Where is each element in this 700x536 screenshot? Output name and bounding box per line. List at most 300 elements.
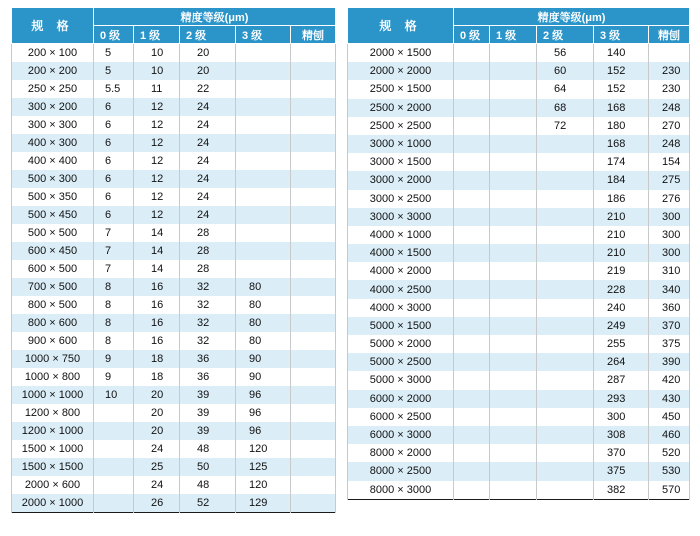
size-header: 规 格 bbox=[348, 8, 454, 44]
grade-2-cell: 28 bbox=[180, 224, 236, 242]
grade-1-cell bbox=[490, 280, 537, 298]
table-row bbox=[348, 99, 690, 117]
size-cell: 3000 × 2000 bbox=[348, 171, 454, 189]
grade-3-cell: 80 bbox=[236, 314, 291, 332]
planed-cell bbox=[649, 44, 690, 63]
planed-cell bbox=[291, 332, 336, 350]
table-row bbox=[348, 390, 690, 408]
planed-cell: 230 bbox=[649, 62, 690, 80]
grade-2-cell: 56 bbox=[537, 44, 594, 63]
size-cell: 3000 × 3000 bbox=[348, 208, 454, 226]
grade-2-cell: 72 bbox=[537, 117, 594, 135]
grade-2-cell: 24 bbox=[180, 206, 236, 224]
grade-3-cell: 210 bbox=[594, 226, 649, 244]
grade-0-cell bbox=[94, 494, 134, 513]
grade-3-cell bbox=[236, 44, 291, 63]
table-row bbox=[12, 98, 336, 116]
planed-cell: 275 bbox=[649, 171, 690, 189]
planed-cell: 520 bbox=[649, 444, 690, 462]
grade-3-cell: 168 bbox=[594, 99, 649, 117]
grade-0-cell: 7 bbox=[94, 260, 134, 278]
grade-0-cell bbox=[454, 371, 490, 389]
planed-cell: 300 bbox=[649, 226, 690, 244]
planed-cell bbox=[291, 404, 336, 422]
planed-cell bbox=[291, 278, 336, 296]
grade-2-cell: 20 bbox=[180, 44, 236, 63]
grade-1-cell: 11 bbox=[134, 80, 180, 98]
size-cell: 500 × 300 bbox=[12, 170, 94, 188]
grade-2-cell bbox=[537, 280, 594, 298]
table-row bbox=[348, 481, 690, 500]
grade-2-cell: 36 bbox=[180, 368, 236, 386]
size-header: 规 格 bbox=[12, 8, 94, 44]
grade-3-cell: 293 bbox=[594, 390, 649, 408]
planed-cell bbox=[291, 386, 336, 404]
grade-2-cell: 50 bbox=[180, 458, 236, 476]
grade-0-cell bbox=[94, 422, 134, 440]
grade-3-cell: 80 bbox=[236, 332, 291, 350]
grade-2-cell bbox=[537, 444, 594, 462]
grade-2-cell bbox=[537, 190, 594, 208]
size-cell: 1000 × 1000 bbox=[12, 386, 94, 404]
table-row bbox=[12, 224, 336, 242]
grade-2-cell: 36 bbox=[180, 350, 236, 368]
size-cell: 200 × 100 bbox=[12, 44, 94, 63]
planed-cell bbox=[291, 62, 336, 80]
planed-cell: 360 bbox=[649, 299, 690, 317]
planed-cell: 370 bbox=[649, 317, 690, 335]
planed-cell bbox=[291, 116, 336, 134]
planed-cell: 570 bbox=[649, 481, 690, 500]
grade-1-cell: 25 bbox=[134, 458, 180, 476]
grade-0-cell bbox=[454, 44, 490, 63]
planed-cell bbox=[291, 80, 336, 98]
grade-0-cell bbox=[454, 408, 490, 426]
grade-1-cell: 12 bbox=[134, 206, 180, 224]
grade-1-cell bbox=[490, 62, 537, 80]
table-row bbox=[12, 476, 336, 494]
size-cell: 500 × 500 bbox=[12, 224, 94, 242]
size-cell: 2000 × 1500 bbox=[348, 44, 454, 63]
grade-3-cell: 308 bbox=[594, 426, 649, 444]
grade-0-header: 0 级 bbox=[454, 26, 490, 44]
table-row bbox=[12, 170, 336, 188]
grade-3-cell: 174 bbox=[594, 153, 649, 171]
grade-2-cell bbox=[537, 481, 594, 500]
grade-0-cell bbox=[454, 317, 490, 335]
size-cell: 3000 × 1000 bbox=[348, 135, 454, 153]
grade-0-cell: 5 bbox=[94, 44, 134, 63]
grade-0-cell bbox=[94, 476, 134, 494]
table-row bbox=[12, 152, 336, 170]
table-row bbox=[348, 371, 690, 389]
table-row bbox=[12, 422, 336, 440]
grade-3-cell: 255 bbox=[594, 335, 649, 353]
planed-cell: 530 bbox=[649, 462, 690, 480]
grade-1-cell bbox=[490, 44, 537, 63]
size-cell: 700 × 500 bbox=[12, 278, 94, 296]
grade-1-cell: 14 bbox=[134, 242, 180, 260]
grade-3-cell bbox=[236, 116, 291, 134]
table-row bbox=[348, 62, 690, 80]
size-cell: 1000 × 800 bbox=[12, 368, 94, 386]
size-cell: 600 × 450 bbox=[12, 242, 94, 260]
planed-cell: 300 bbox=[649, 244, 690, 262]
grade-0-cell bbox=[454, 117, 490, 135]
table-row bbox=[12, 260, 336, 278]
grade-1-cell: 20 bbox=[134, 422, 180, 440]
grade-3-cell bbox=[236, 224, 291, 242]
grade-3-header: 3 级 bbox=[594, 26, 649, 44]
grade-3-cell bbox=[236, 206, 291, 224]
grade-0-cell: 8 bbox=[94, 296, 134, 314]
size-cell: 1000 × 750 bbox=[12, 350, 94, 368]
grade-2-cell bbox=[537, 371, 594, 389]
size-cell: 8000 × 2000 bbox=[348, 444, 454, 462]
planed-cell bbox=[291, 314, 336, 332]
table-row bbox=[348, 335, 690, 353]
planed-cell bbox=[291, 134, 336, 152]
grade-2-header: 2 级 bbox=[537, 26, 594, 44]
grade-1-cell bbox=[490, 408, 537, 426]
size-cell: 900 × 600 bbox=[12, 332, 94, 350]
grade-2-cell: 39 bbox=[180, 386, 236, 404]
grade-2-cell: 32 bbox=[180, 314, 236, 332]
grade-1-cell: 10 bbox=[134, 44, 180, 63]
grade-1-cell bbox=[490, 226, 537, 244]
grade-0-cell bbox=[454, 244, 490, 262]
table-row bbox=[348, 135, 690, 153]
size-cell: 2500 × 2000 bbox=[348, 99, 454, 117]
size-cell: 5000 × 1500 bbox=[348, 317, 454, 335]
grade-1-cell bbox=[490, 353, 537, 371]
grade-2-cell: 24 bbox=[180, 98, 236, 116]
grade-1-cell: 18 bbox=[134, 368, 180, 386]
grade-1-cell bbox=[490, 299, 537, 317]
grade-0-cell bbox=[454, 171, 490, 189]
grade-3-header: 3 级 bbox=[236, 26, 291, 44]
grade-1-cell: 16 bbox=[134, 278, 180, 296]
grade-1-cell: 14 bbox=[134, 260, 180, 278]
grade-3-cell bbox=[236, 98, 291, 116]
grade-1-cell bbox=[490, 117, 537, 135]
size-cell: 500 × 350 bbox=[12, 188, 94, 206]
grade-2-cell bbox=[537, 262, 594, 280]
grade-2-cell bbox=[537, 408, 594, 426]
table-row bbox=[12, 350, 336, 368]
grade-1-cell bbox=[490, 80, 537, 98]
grade-2-cell bbox=[537, 462, 594, 480]
grade-0-cell bbox=[94, 440, 134, 458]
grade-1-cell bbox=[490, 390, 537, 408]
grade-3-cell bbox=[236, 62, 291, 80]
planed-cell: 230 bbox=[649, 80, 690, 98]
size-cell: 2500 × 2500 bbox=[348, 117, 454, 135]
grade-0-cell bbox=[454, 190, 490, 208]
grade-0-cell bbox=[94, 458, 134, 476]
grade-1-cell: 18 bbox=[134, 350, 180, 368]
table-row bbox=[348, 353, 690, 371]
planed-cell bbox=[291, 296, 336, 314]
planed-cell: 270 bbox=[649, 117, 690, 135]
table-row bbox=[348, 244, 690, 262]
table-row bbox=[348, 444, 690, 462]
table-row bbox=[12, 188, 336, 206]
grade-0-cell bbox=[454, 353, 490, 371]
size-cell: 300 × 300 bbox=[12, 116, 94, 134]
grade-2-cell: 28 bbox=[180, 242, 236, 260]
grade-2-cell: 24 bbox=[180, 116, 236, 134]
grade-2-cell: 64 bbox=[537, 80, 594, 98]
grade-3-cell bbox=[236, 170, 291, 188]
grade-0-cell bbox=[454, 226, 490, 244]
grade-3-cell: 90 bbox=[236, 350, 291, 368]
grade-3-cell: 300 bbox=[594, 408, 649, 426]
grade-2-cell: 22 bbox=[180, 80, 236, 98]
grade-0-cell bbox=[454, 462, 490, 480]
grade-3-cell: 80 bbox=[236, 278, 291, 296]
table-row bbox=[12, 44, 336, 63]
grade-3-cell: 96 bbox=[236, 422, 291, 440]
grade-1-cell: 26 bbox=[134, 494, 180, 513]
grade-2-cell: 60 bbox=[537, 62, 594, 80]
table-row bbox=[348, 190, 690, 208]
size-cell: 500 × 450 bbox=[12, 206, 94, 224]
planed-cell bbox=[291, 170, 336, 188]
grade-1-cell: 16 bbox=[134, 314, 180, 332]
planed-cell bbox=[291, 440, 336, 458]
size-cell: 6000 × 2500 bbox=[348, 408, 454, 426]
size-cell: 2000 × 600 bbox=[12, 476, 94, 494]
grade-0-cell: 6 bbox=[94, 170, 134, 188]
size-cell: 1500 × 1000 bbox=[12, 440, 94, 458]
grade-1-cell: 10 bbox=[134, 62, 180, 80]
precision-table-left bbox=[11, 7, 336, 513]
grade-1-cell bbox=[490, 190, 537, 208]
grade-2-cell bbox=[537, 208, 594, 226]
planed-cell bbox=[291, 260, 336, 278]
grade-2-cell bbox=[537, 335, 594, 353]
grade-1-cell: 16 bbox=[134, 332, 180, 350]
table-row bbox=[348, 208, 690, 226]
table-row bbox=[348, 299, 690, 317]
table-row bbox=[12, 116, 336, 134]
planed-cell bbox=[291, 494, 336, 513]
size-cell: 8000 × 2500 bbox=[348, 462, 454, 480]
table-row bbox=[348, 426, 690, 444]
grade-0-cell bbox=[454, 80, 490, 98]
grade-0-cell: 9 bbox=[94, 368, 134, 386]
grade-3-cell: 90 bbox=[236, 368, 291, 386]
planed-cell bbox=[291, 152, 336, 170]
grade-2-cell: 39 bbox=[180, 404, 236, 422]
grade-0-cell bbox=[94, 404, 134, 422]
grade-0-cell bbox=[454, 481, 490, 500]
right-table-body bbox=[348, 44, 690, 500]
planed-cell: 300 bbox=[649, 208, 690, 226]
grade-2-cell: 32 bbox=[180, 332, 236, 350]
grade-0-cell bbox=[454, 444, 490, 462]
grade-1-cell bbox=[490, 244, 537, 262]
grade-0-cell: 6 bbox=[94, 188, 134, 206]
grade-0-cell bbox=[454, 153, 490, 171]
size-cell: 1200 × 1000 bbox=[12, 422, 94, 440]
grade-3-cell: 125 bbox=[236, 458, 291, 476]
grade-0-cell: 6 bbox=[94, 98, 134, 116]
planed-cell: 276 bbox=[649, 190, 690, 208]
grade-0-cell: 5 bbox=[94, 62, 134, 80]
grade-2-cell bbox=[537, 390, 594, 408]
grade-2-cell bbox=[537, 426, 594, 444]
size-cell: 300 × 200 bbox=[12, 98, 94, 116]
grade-1-cell: 12 bbox=[134, 116, 180, 134]
grade-1-cell bbox=[490, 171, 537, 189]
grade-1-cell: 12 bbox=[134, 188, 180, 206]
planed-cell bbox=[291, 44, 336, 63]
grade-3-cell: 228 bbox=[594, 280, 649, 298]
grade-2-cell: 52 bbox=[180, 494, 236, 513]
grade-2-cell: 28 bbox=[180, 260, 236, 278]
grade-3-cell: 210 bbox=[594, 208, 649, 226]
size-cell: 5000 × 3000 bbox=[348, 371, 454, 389]
table-row bbox=[12, 368, 336, 386]
grade-1-cell bbox=[490, 371, 537, 389]
grade-1-cell bbox=[490, 426, 537, 444]
size-cell: 4000 × 3000 bbox=[348, 299, 454, 317]
grade-3-cell: 287 bbox=[594, 371, 649, 389]
grade-2-cell bbox=[537, 317, 594, 335]
grade-0-cell bbox=[454, 99, 490, 117]
grade-3-cell bbox=[236, 242, 291, 260]
table-row bbox=[12, 296, 336, 314]
size-cell: 250 × 250 bbox=[12, 80, 94, 98]
grade-1-cell: 12 bbox=[134, 98, 180, 116]
table-row bbox=[12, 332, 336, 350]
grade-group-header: 精度等级(μm) bbox=[454, 8, 690, 26]
grade-2-cell: 48 bbox=[180, 476, 236, 494]
grade-2-cell bbox=[537, 153, 594, 171]
size-cell: 400 × 300 bbox=[12, 134, 94, 152]
grade-0-cell: 8 bbox=[94, 332, 134, 350]
grade-1-cell bbox=[490, 135, 537, 153]
table-row bbox=[12, 458, 336, 476]
grade-1-cell bbox=[490, 262, 537, 280]
grade-0-cell: 6 bbox=[94, 134, 134, 152]
grade-0-cell: 7 bbox=[94, 242, 134, 260]
grade-2-cell: 24 bbox=[180, 152, 236, 170]
size-cell: 4000 × 1000 bbox=[348, 226, 454, 244]
grade-3-cell: 152 bbox=[594, 80, 649, 98]
grade-3-cell bbox=[236, 80, 291, 98]
planed-cell bbox=[291, 206, 336, 224]
grade-3-cell: 129 bbox=[236, 494, 291, 513]
grade-1-cell bbox=[490, 99, 537, 117]
grade-1-header: 1 级 bbox=[134, 26, 180, 44]
grade-1-cell: 12 bbox=[134, 134, 180, 152]
grade-2-cell: 24 bbox=[180, 170, 236, 188]
grade-2-cell: 39 bbox=[180, 422, 236, 440]
size-cell: 5000 × 2000 bbox=[348, 335, 454, 353]
table-row bbox=[348, 280, 690, 298]
size-cell: 1500 × 1500 bbox=[12, 458, 94, 476]
grade-2-cell: 24 bbox=[180, 188, 236, 206]
grade-3-cell: 375 bbox=[594, 462, 649, 480]
grade-1-cell: 12 bbox=[134, 152, 180, 170]
table-row bbox=[348, 462, 690, 480]
size-cell: 1200 × 800 bbox=[12, 404, 94, 422]
grade-0-cell: 5.5 bbox=[94, 80, 134, 98]
grade-1-cell: 14 bbox=[134, 224, 180, 242]
size-cell: 200 × 200 bbox=[12, 62, 94, 80]
table-row bbox=[12, 206, 336, 224]
grade-0-cell: 8 bbox=[94, 314, 134, 332]
size-cell: 2000 × 1000 bbox=[12, 494, 94, 513]
grade-3-cell: 264 bbox=[594, 353, 649, 371]
grade-0-cell bbox=[454, 62, 490, 80]
precision-table-right bbox=[347, 7, 690, 500]
grade-1-cell: 24 bbox=[134, 440, 180, 458]
grade-2-cell: 24 bbox=[180, 134, 236, 152]
planed-cell: 340 bbox=[649, 280, 690, 298]
planed-cell bbox=[291, 422, 336, 440]
planed-cell bbox=[291, 458, 336, 476]
grade-3-cell: 249 bbox=[594, 317, 649, 335]
grade-0-cell: 6 bbox=[94, 116, 134, 134]
table-row bbox=[12, 62, 336, 80]
table-row bbox=[348, 171, 690, 189]
grade-3-cell: 152 bbox=[594, 62, 649, 80]
planed-header: 精刨 bbox=[649, 26, 690, 44]
planed-cell: 460 bbox=[649, 426, 690, 444]
grade-1-cell: 16 bbox=[134, 296, 180, 314]
planed-cell bbox=[291, 476, 336, 494]
grade-1-cell: 20 bbox=[134, 404, 180, 422]
grade-2-cell: 68 bbox=[537, 99, 594, 117]
grade-1-cell: 12 bbox=[134, 170, 180, 188]
grade-2-cell bbox=[537, 353, 594, 371]
grade-3-cell: 180 bbox=[594, 117, 649, 135]
grade-3-cell: 186 bbox=[594, 190, 649, 208]
grade-0-cell bbox=[454, 335, 490, 353]
grade-3-cell: 140 bbox=[594, 44, 649, 63]
planed-cell bbox=[291, 242, 336, 260]
grade-3-cell bbox=[236, 152, 291, 170]
table-row bbox=[348, 80, 690, 98]
grade-1-cell bbox=[490, 481, 537, 500]
size-cell: 400 × 400 bbox=[12, 152, 94, 170]
size-cell: 4000 × 1500 bbox=[348, 244, 454, 262]
table-row bbox=[348, 153, 690, 171]
grade-2-cell: 32 bbox=[180, 296, 236, 314]
grade-3-cell: 120 bbox=[236, 440, 291, 458]
grade-0-header: 0 级 bbox=[94, 26, 134, 44]
grade-0-cell bbox=[454, 299, 490, 317]
table-row bbox=[12, 440, 336, 458]
size-cell: 4000 × 2500 bbox=[348, 280, 454, 298]
grade-3-cell: 168 bbox=[594, 135, 649, 153]
grade-1-cell bbox=[490, 444, 537, 462]
grade-1-cell bbox=[490, 208, 537, 226]
table-row bbox=[348, 262, 690, 280]
planed-cell: 154 bbox=[649, 153, 690, 171]
size-cell: 800 × 600 bbox=[12, 314, 94, 332]
planed-cell: 248 bbox=[649, 99, 690, 117]
grade-0-cell: 10 bbox=[94, 386, 134, 404]
grade-1-cell: 24 bbox=[134, 476, 180, 494]
size-cell: 2000 × 2000 bbox=[348, 62, 454, 80]
table-row bbox=[348, 44, 690, 63]
grade-2-cell: 48 bbox=[180, 440, 236, 458]
